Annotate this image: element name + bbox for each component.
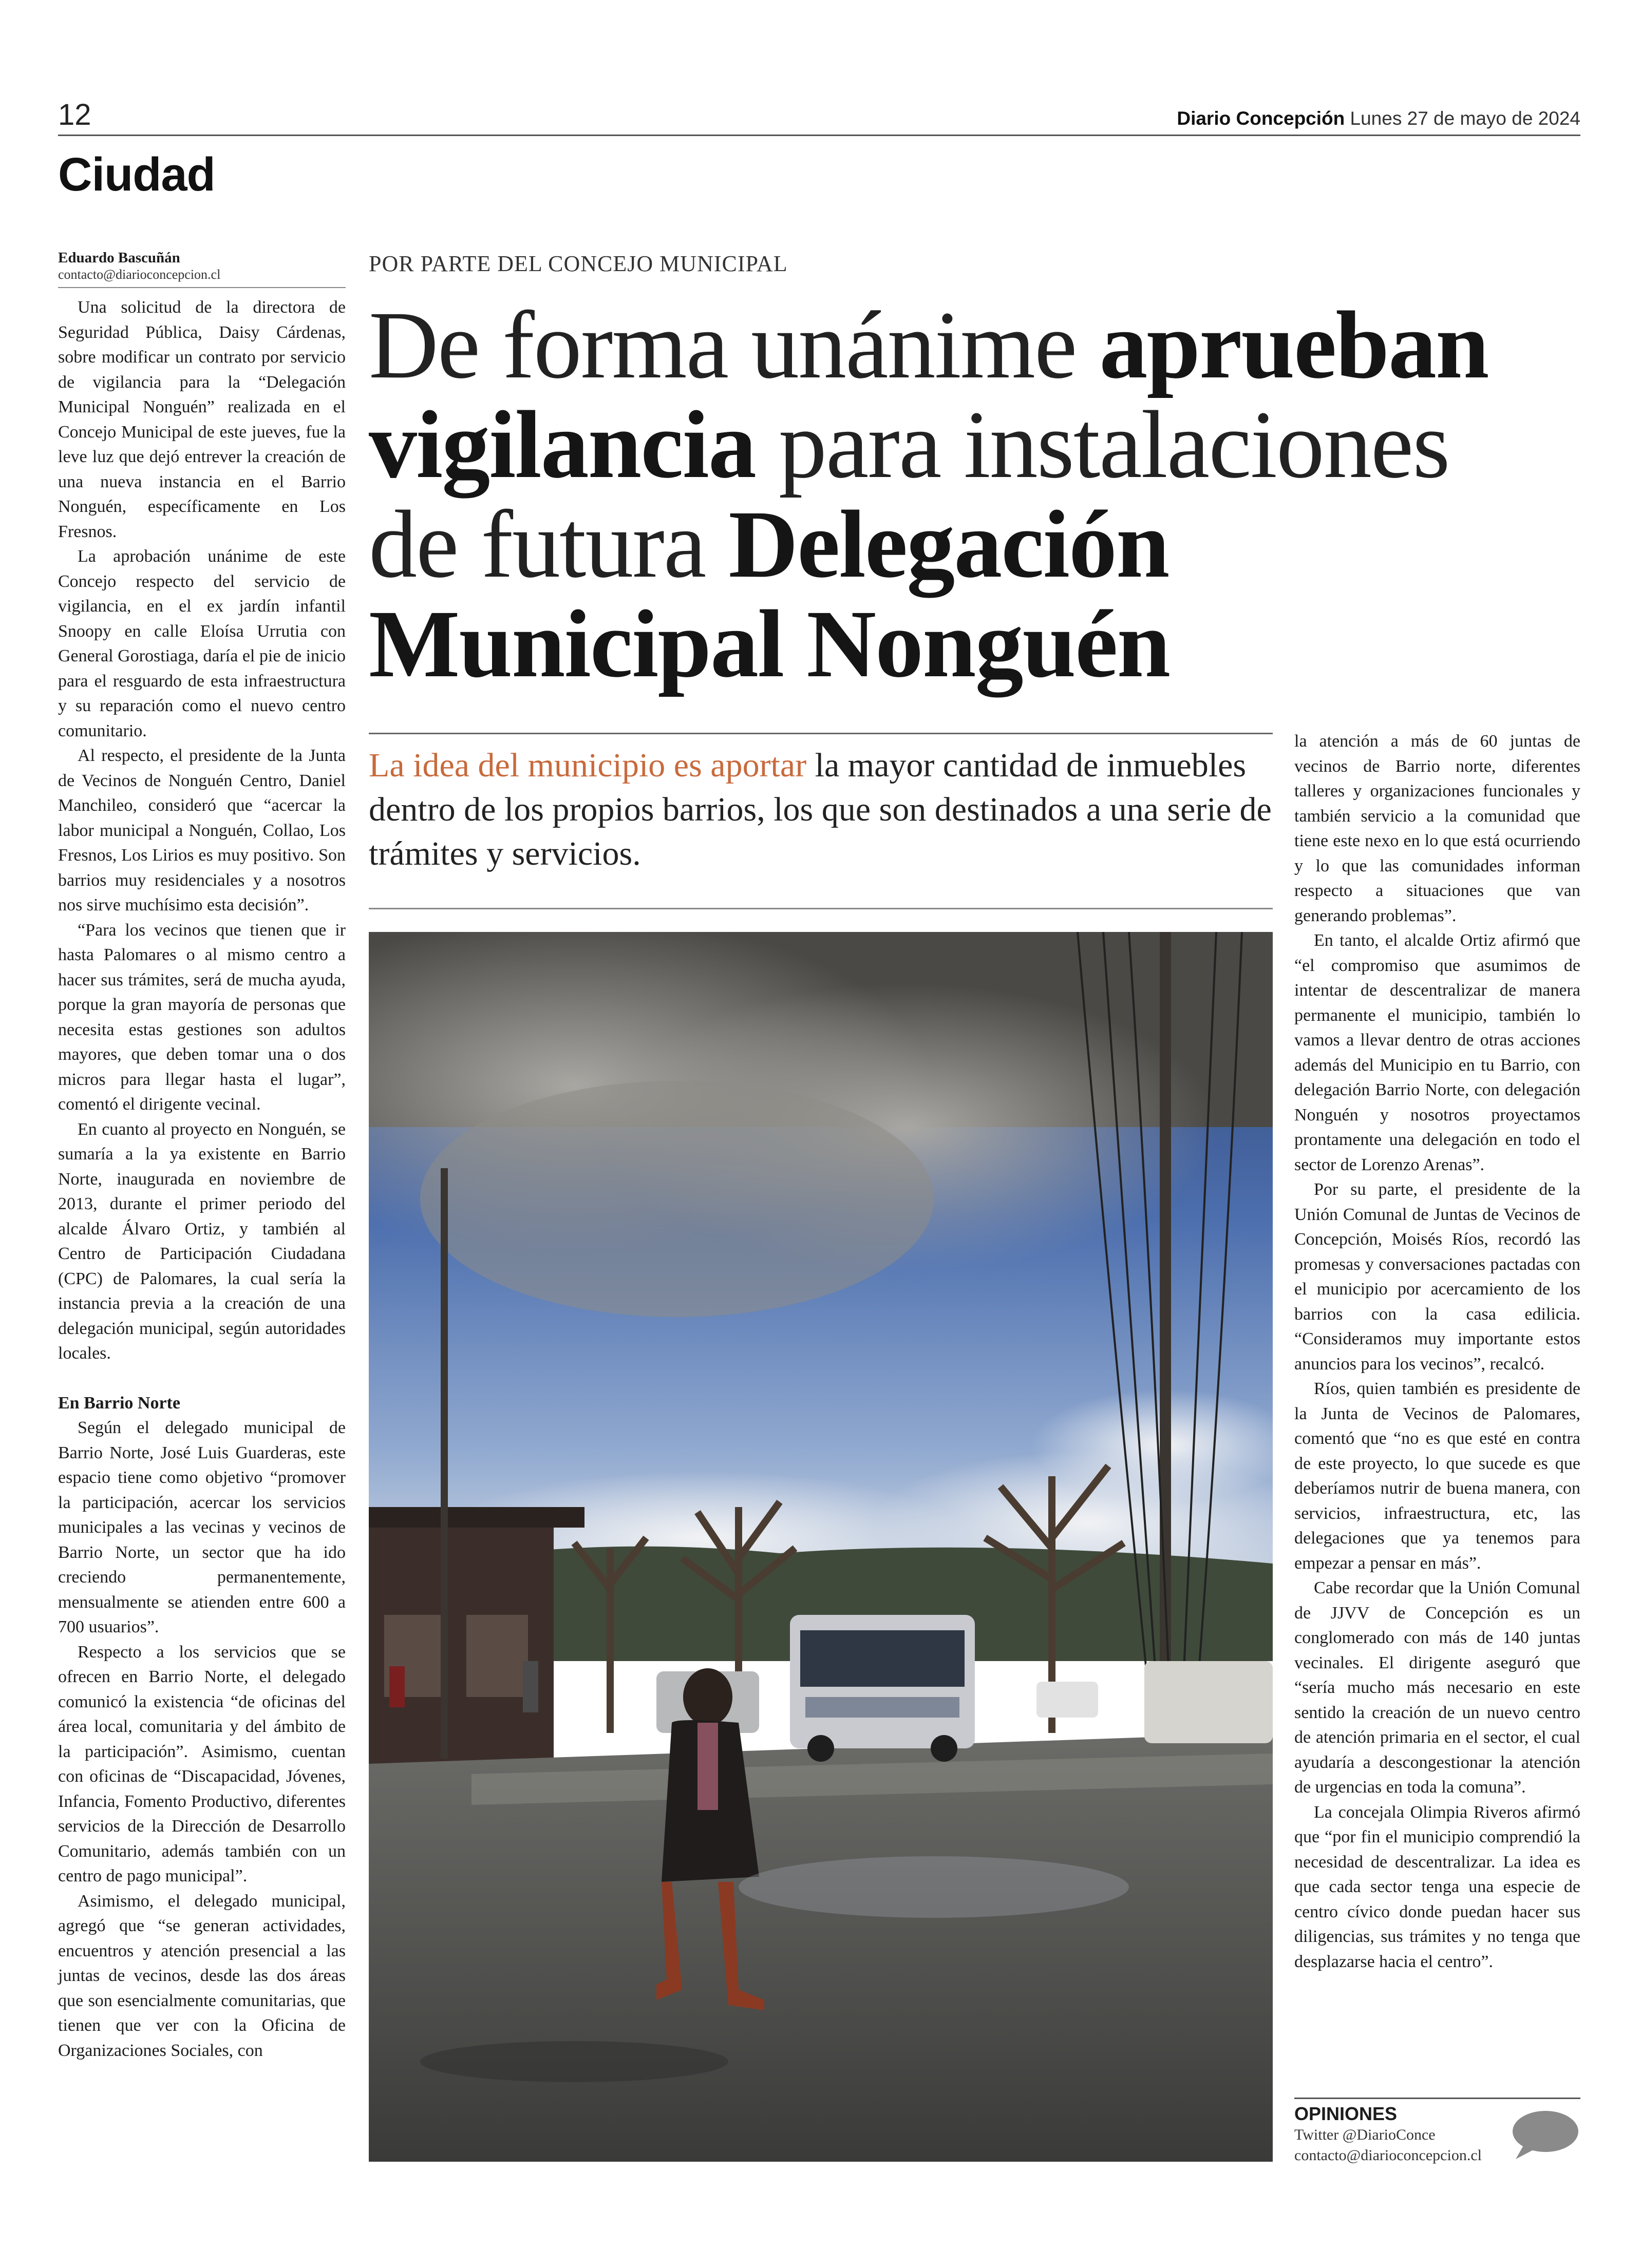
paragraph: la atención a más de 60 juntas de vecinos de Barrio norte, diferentes talleres y organizaciones funcionales y también servicio a la comunidad que tiene este nexo en lo que está ocurriendo y lo que las comunidades informan respecto a situaciones que van generando problemas”.	[1294, 732, 1580, 925]
article-photo	[369, 932, 1273, 2162]
byline-author: Eduardo Bascuñán	[58, 250, 180, 266]
deck-text: la mayor cantidad de inmuebles dentro de los propios barrios, los que son destinados a una serie de trámites y servicios.	[369, 747, 1272, 872]
masthead	[1177, 108, 1580, 129]
deck-rule	[369, 908, 1273, 909]
headline-bold: Delegación Municipal Nonguén	[369, 490, 1170, 697]
paragraph: Respecto a los servicios que se ofrecen en Barrio Norte, el delegado comunicó la existencia “de oficinas del área local, comunitaria y del ámbito de la participación”. Asimismo, cuentan con oficinas de “Discapacidad, Jóvenes, Infancia, Fomento Productivo, diferentes servicios de la Dirección de Desarrollo Comunitario, además también con un centro de pago municipal”.	[58, 1642, 346, 1885]
paper-name: Diario Concepción	[1177, 108, 1345, 129]
subhead: En Barrio Norte	[58, 1393, 180, 1413]
paragraph: Según el delegado municipal de Barrio Norte, José Luis Guarderas, este espacio tiene como objetivo “promover la participación, acercar los servicios municipales a las vecinas y vecinos de Barrio Norte, un sector que ha ido creciendo permanentemente, mensualmente se atienden entre 600 a 700 usuarios”.	[58, 1418, 346, 1636]
left-column	[58, 249, 346, 2063]
headline-part: para instalaciones de futura	[369, 391, 1449, 598]
paragraph: Por su parte, el presidente de la Unión Comunal de Juntas de Vecinos de Concepción, Moisés Ríos, recordó las promesas y conversaciones pactadas con el municipio por acercamiento de los barrios con la casa edilicia. “Consideramos muy importante estos anuncios para los vecinos”, recalcó.	[1294, 1180, 1580, 1374]
paragraph: Una solicitud de la directora de Seguridad Pública, Daisy Cárdenas, sobre modificar un contrato por servicio de vigilancia para la “Delegación Municipal Nonguén” realizada en el Concejo Municipal de este jueves, fue la leve luz que dejó entrever la creación de una nueva instancia en el Barrio Nonguén, específicamente en Los Fresnos.	[58, 298, 346, 541]
opinions-rule	[1294, 2098, 1580, 2099]
header-rule	[58, 135, 1580, 136]
kicker: POR PARTE DEL CONCEJO MUNICIPAL	[369, 251, 788, 276]
paragraph: Al respecto, el presidente de la Junta de Vecinos de Nonguén Centro, Daniel Manchileo, consideró que “acercar la labor municipal a Nonguén, Collao, Los Fresnos, Los Lirios es muy positivo. Son barrios muy residenciales y a nosotros nos sirve muchísimo esta decisión”.	[58, 746, 346, 914]
issue-date: Lunes 27 de mayo de 2024	[1350, 108, 1580, 129]
paragraph: En cuanto al proyecto en Nonguén, se sumaría a la ya existente en Barrio Norte, inaugurada en noviembre de 2013, durante el primer periodo del alcalde Álvaro Ortiz, y también al Centro de Participación Ciudadana (CPC) de Palomares, la cual sería la instancia previa a la creación de una delegación municipal, según autoridades locales.	[58, 1119, 346, 1363]
paragraph: “Para los vecinos que tienen que ir hasta Palomares o al mismo centro a hacer sus trámites, será de mucha ayuda, porque la gran mayoría de personas que necesita estas gestiones son adultos mayores, que deben tomar una o dos micros para llegar hasta el lugar”, comentó el dirigente vecinal.	[58, 920, 346, 1114]
right-column	[1294, 729, 1580, 1974]
paragraph: La aprobación unánime de este Concejo respecto del servicio de vigilancia, en el ex jardín infantil Snoopy en calle Eloísa Urrutia con General Gorostiaga, daría el pie de inicio para el resguardo de esta infraestructura y su reparación como el nuevo centro comunitario.	[58, 547, 346, 740]
headline-part: De forma unánime	[369, 291, 1100, 398]
section-title: Ciudad	[58, 148, 215, 201]
headline-bold: aprueban vigilancia	[369, 291, 1488, 498]
page-number: 12	[58, 98, 91, 131]
byline-email[interactable]: contacto@diarioconcepcion.cl	[58, 267, 221, 282]
deck	[369, 744, 1273, 876]
paragraph: Cabe recordar que la Unión Comunal de JJVV de Concepción es un conglomerado con más de 140 juntas vecinales. El dirigente aseguró que “sería mucho más necesario en este sentido la creación de un nuevo centro de atención primaria en el sector, el cual ayudaría a descongestionar la atención de urgencias en toda la comuna”.	[1294, 1578, 1580, 1797]
paragraph: Ríos, quien también es presidente de la Junta de Vecinos de Palomares, comentó que “no es que esté en contra de este proyecto, lo que sucede es que deberíamos nutrir de buena manera, con servicios, infraestructura, etc, las delegaciones que ya tenemos para empezar a pensar en más”.	[1294, 1379, 1580, 1573]
opinions-twitter[interactable]: Twitter @DiarioConce	[1294, 2126, 1436, 2143]
headline	[369, 291, 1545, 697]
deck-accent: La idea del municipio es aportar	[369, 747, 807, 784]
headline-rule	[369, 733, 1273, 734]
opinions-title: OPINIONES	[1294, 2103, 1398, 2124]
opinions-email[interactable]: contacto@diarioconcepcion.cl	[1294, 2147, 1482, 2164]
opinions-box	[1294, 2098, 1580, 2166]
speech-bubble-icon	[1508, 2109, 1580, 2163]
byline-rule	[58, 287, 346, 288]
paragraph: Asimismo, el delegado municipal, agregó que “se generan actividades, encuentros y atención presencial a las juntas de vecinos, desde las dos áreas que son esencialmente comunitarias, que tienen que ver con la Oficina de Organizaciones Sociales, con	[58, 1891, 346, 2060]
paragraph: La concejala Olimpia Riveros afirmó que “por fin el municipio comprendió la necesidad de descentralizar. La idea es que cada sector tenga una especie de centro cívico donde puedan hacer sus diligencias, sus trámites y no tenga que desplazarse hacia el centro”.	[1294, 1802, 1580, 1971]
paragraph: En tanto, el alcalde Ortiz afirmó que “el compromiso que asumimos de intentar de descentralizar de manera permanente el municipio, también lo vamos a llevar dentro de otras acciones además del Municipio en tu Barrio, con delegación Barrio Norte, con delegación Nonguén y nosotros proyectamos prontamente una delegación en todo el sector de Lorenzo Arenas”.	[1294, 931, 1580, 1174]
